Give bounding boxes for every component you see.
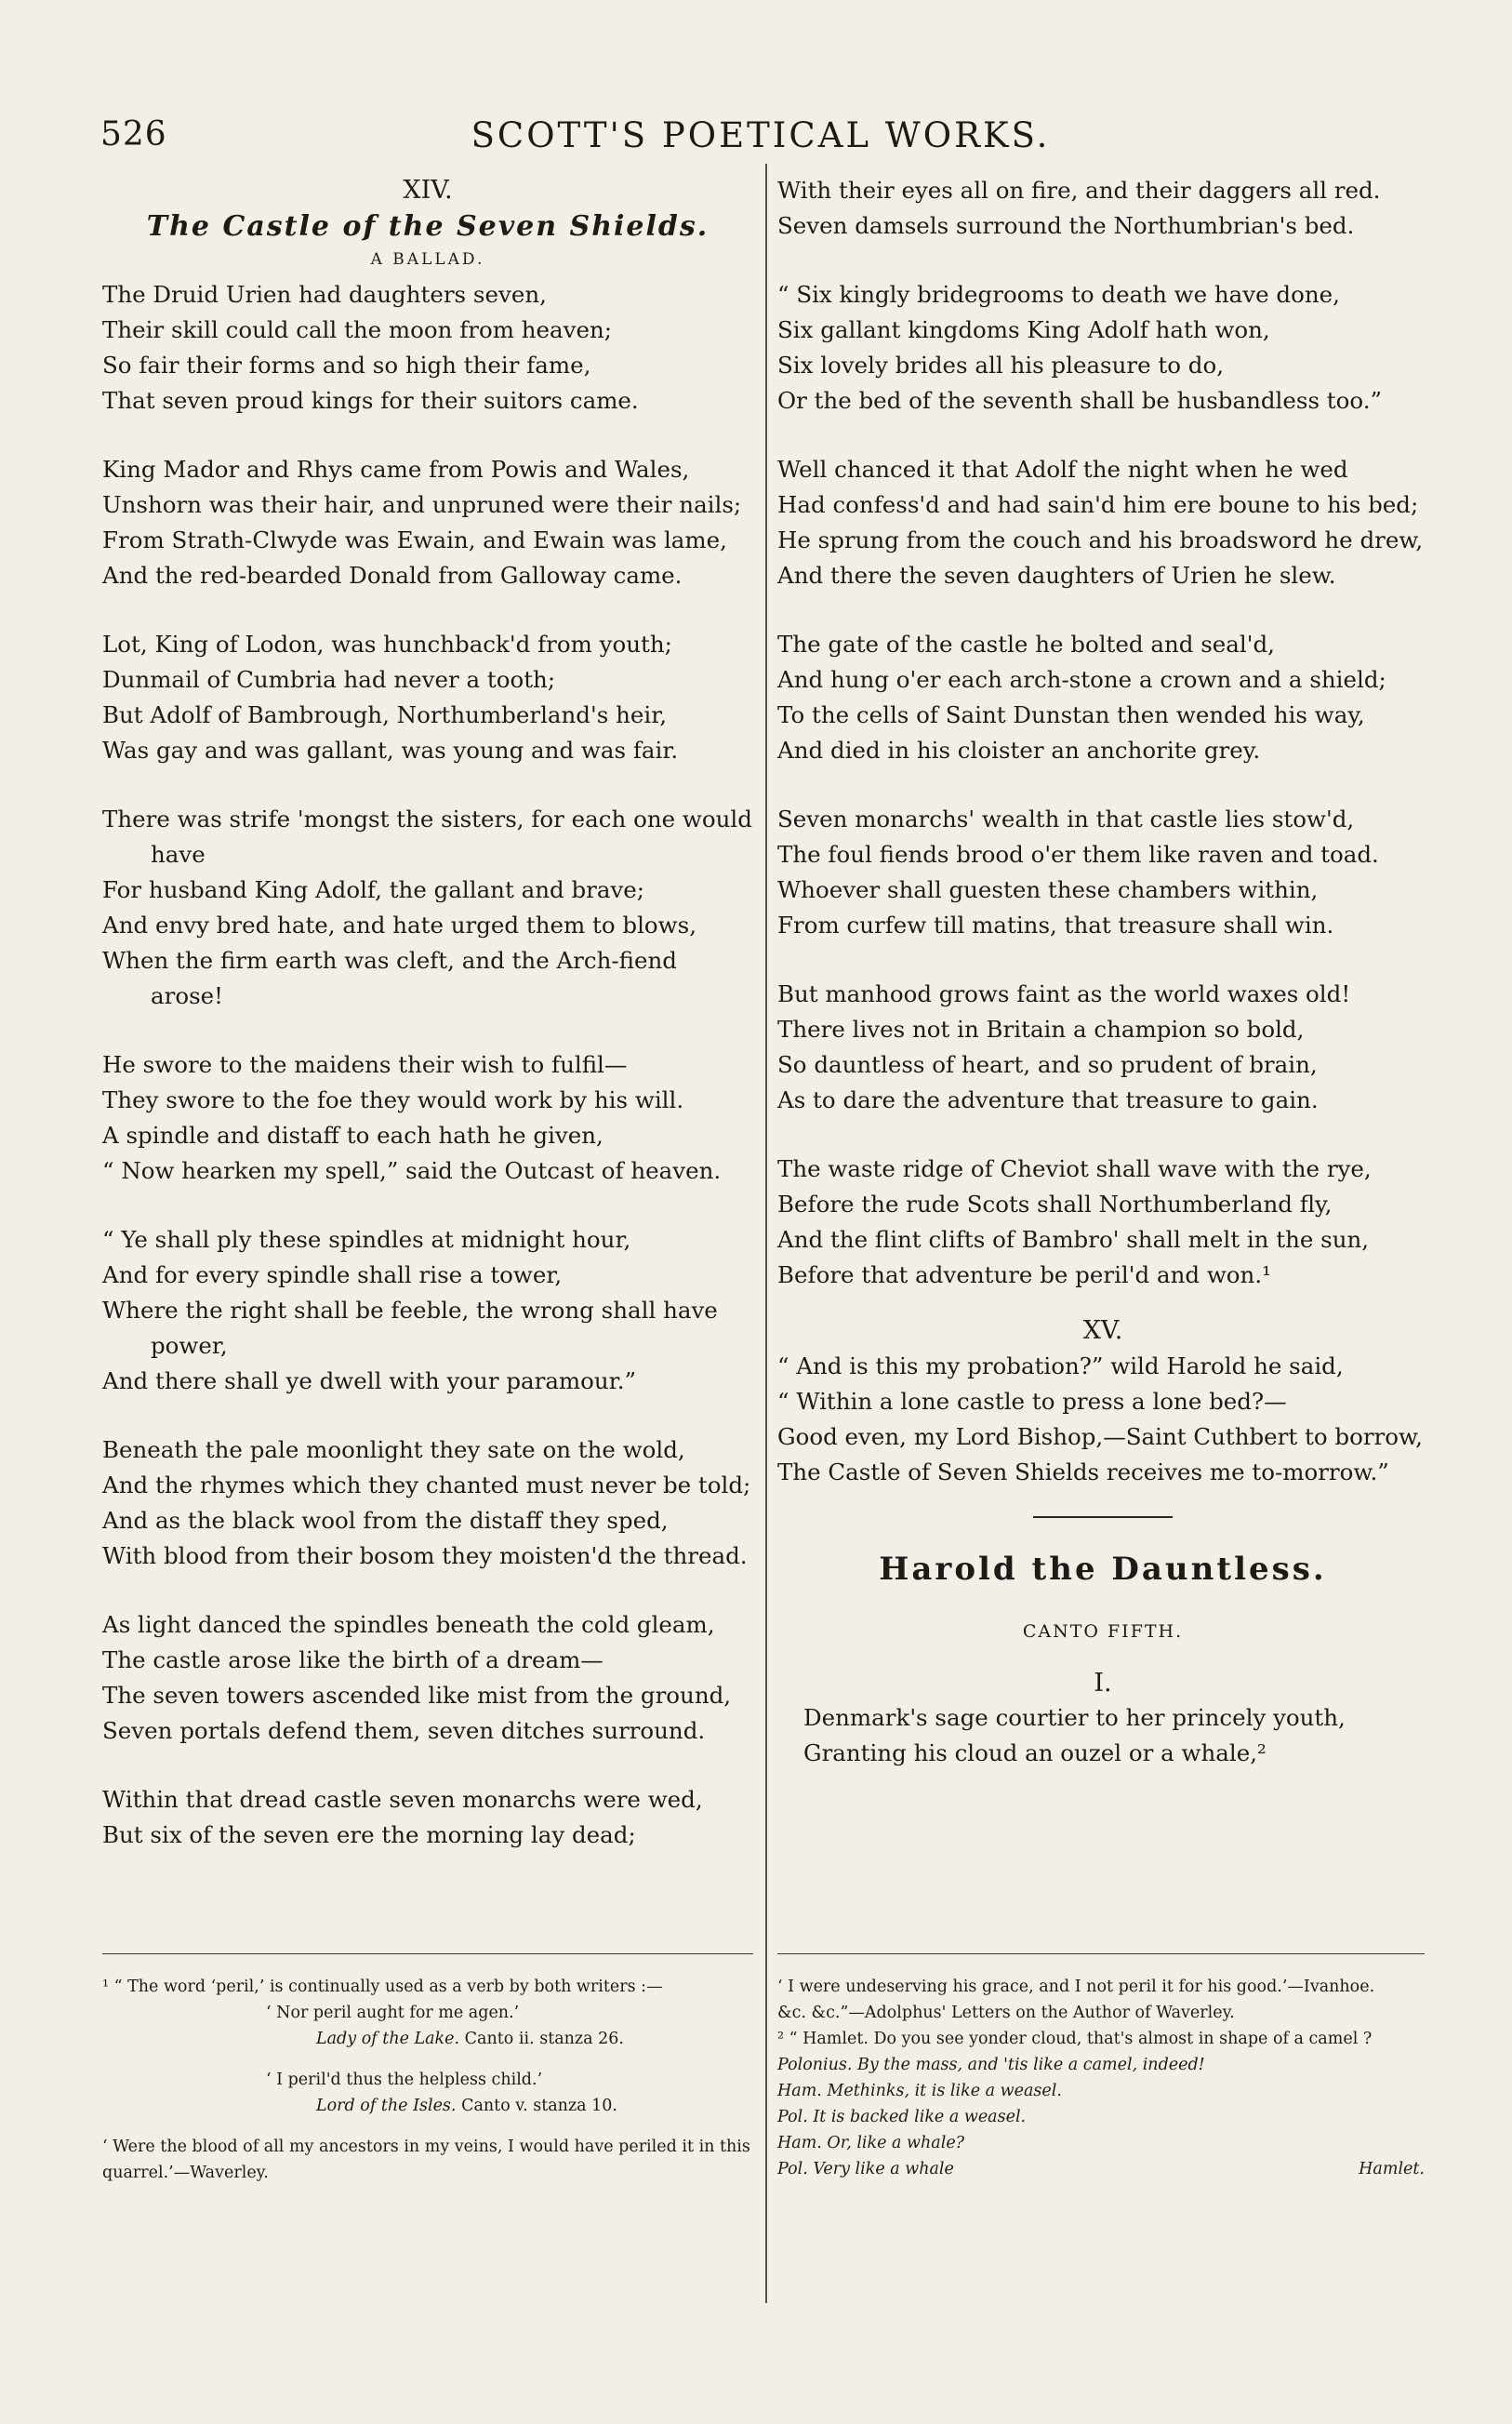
verse-line: And there the seven daughters of Urien he slew. [777, 562, 1336, 589]
verse-line: And as the black wool from the distaff they sped, [102, 1507, 669, 1534]
verse-line: The castle arose like the birth of a dream— [102, 1646, 603, 1673]
stanza [102, 1607, 753, 1749]
verse-line: But manhood grows faint as the world waxes old! [777, 980, 1351, 1007]
footnotes-right [777, 1974, 1425, 2182]
footnote-text: ¹ “ The word ‘peril,’ is continually used as a verb by both writers :— [102, 1978, 663, 1996]
verse-line: And the red-bearded Donald from Galloway came. [102, 562, 683, 589]
verse-line: He sprung from the couch and his broadsword he drew, [777, 526, 1424, 553]
stanza [102, 1432, 753, 1574]
verse-line: Was gay and was gallant, was young and was fair. [102, 737, 679, 764]
stanza [102, 1222, 753, 1399]
verse-line: Whoever shall guesten these chambers within, [777, 876, 1319, 903]
verse-line: So dauntless of heart, and so prudent of brain, [777, 1051, 1318, 1078]
section-rule [1033, 1516, 1173, 1518]
verse-line: With blood from their bosom they moisten'd the thread. [102, 1542, 748, 1569]
verse-line: For husband King Adolf, the gallant and brave; [102, 876, 645, 903]
verse-line: He swore to the maidens their wish to fulfil— [102, 1051, 628, 1078]
stanza [777, 1152, 1428, 1293]
footnote-citation: Lord of the Isles. Canto v. stanza 10. [316, 2097, 617, 2115]
verse-line: Denmark's sage courtier to her princely youth, [803, 1704, 1346, 1731]
stanza [777, 173, 1428, 244]
footnote-dialogue-last: Pol. Very like a whale Hamlet. [777, 2156, 1425, 2182]
footnote-dialogue: Polonius. By the mass, and 'tis like a camel, indeed! [777, 2056, 1205, 2074]
stanza [777, 1700, 1428, 1771]
column-divider [765, 164, 767, 2303]
verse-line: King Mador and Rhys came from Powis and Wales, [102, 456, 690, 483]
verse-line: Seven monarchs' wealth in that castle lies stow'd, [777, 806, 1355, 832]
verse-line: The Druid Urien had daughters seven, [102, 281, 547, 308]
footnote-rule-right [777, 1953, 1425, 1954]
left-column [102, 173, 753, 1886]
stanza [102, 1047, 753, 1189]
verse-line: Beneath the pale moonlight they sate on the wold, [102, 1436, 685, 1463]
verse-line: “ And is this my probation?” wild Harold he said, [777, 1352, 1344, 1379]
verse-line: Their skill could call the moon from heaven; [102, 316, 613, 343]
verse-line: From curfew till matins, that treasure shall win. [777, 912, 1334, 939]
verse-line: Lot, King of Lodon, was hunchback'd from youth; [102, 631, 672, 658]
verse-line: “ Now hearken my spell,” said the Outcast of heaven. [102, 1157, 722, 1184]
canto-heading: CANTO FIFTH. [1022, 1621, 1184, 1642]
footnote-dialogue: Ham. Or, like a whale? [777, 2134, 965, 2152]
verse-line: But six of the seven ere the morning lay dead; [102, 1821, 636, 1848]
verse-line: And envy bred hate, and hate urged them to blows, [102, 912, 697, 939]
footnote-quote: ‘ I peril'd thus the helpless child.’ [266, 2071, 543, 2089]
page-number: 526 [100, 115, 167, 153]
verse-line: And for every spindle shall rise a tower, [102, 1261, 563, 1288]
section-number-i: I. [1094, 1669, 1112, 1698]
verse-line: And the flint clifts of Bambro' shall melt in the sun, [777, 1226, 1370, 1253]
verse-line: Granting his cloud an ouzel or a whale,² [803, 1739, 1267, 1766]
verse-line: There was strife 'mongst the sisters, for each one would have [102, 806, 752, 868]
verse-line: The waste ridge of Cheviot shall wave with the rye, [777, 1155, 1372, 1182]
stanza [102, 452, 753, 593]
verse-line: And hung o'er each arch-stone a crown and a shield; [777, 666, 1386, 693]
verse-line: Before that adventure be peril'd and won.¹ [777, 1261, 1271, 1288]
footnote-text: ‘ Were the blood of all my ancestors in my veins, I would have periled it in this quarrel.’—Waverley. [102, 2138, 750, 2182]
verse-line: Seven portals defend them, seven ditches surround. [102, 1717, 706, 1744]
stanza [102, 802, 753, 1014]
footnote-text: &c. &c.”—Adolphus' Letters on the Author of Waverley. [777, 2004, 1235, 2022]
verse-line: Six gallant kingdoms King Adolf hath won, [777, 316, 1270, 343]
footnote-rule-left [102, 1953, 753, 1954]
verse-line: The seven towers ascended like mist from the ground, [102, 1682, 732, 1709]
verse-line: Before the rude Scots shall Northumberland fly, [777, 1191, 1333, 1218]
page-header [100, 115, 1421, 162]
footnotes-left [102, 1974, 753, 2186]
verse-line: Good even, my Lord Bishop,—Saint Cuthbert to borrow, [777, 1423, 1423, 1450]
section-number: XIV. [403, 176, 453, 205]
verse-line: To the cells of Saint Dunstan then wended his way, [777, 701, 1365, 728]
footnote-citation: Hamlet. [1359, 2160, 1425, 2178]
verse-line: The Castle of Seven Shields receives me to-morrow.” [777, 1458, 1389, 1485]
verse-line: The gate of the castle he bolted and seal'd, [777, 631, 1275, 658]
verse-line: As to dare the adventure that treasure to gain. [777, 1086, 1319, 1113]
verse-line: The foul fiends brood o'er them like raven and toad. [777, 841, 1379, 868]
verse-line: Within that dread castle seven monarchs were wed, [102, 1786, 703, 1813]
section-number-xv: XV. [1082, 1316, 1123, 1345]
verse-line: Six lovely brides all his pleasure to do, [777, 352, 1225, 379]
stanza [102, 627, 753, 768]
verse-line: That seven proud kings for their suitors came. [102, 387, 639, 414]
stanza [777, 1349, 1428, 1490]
running-head: SCOTT'S POETICAL WORKS. [471, 115, 1051, 155]
verse-line: But Adolf of Bambrough, Northumberland's heir, [102, 701, 667, 728]
poem-subtitle: A BALLAD. [370, 250, 485, 269]
stanza [777, 627, 1428, 768]
verse-line: And the rhymes which they chanted must never be told; [102, 1472, 751, 1498]
verse-line: And there shall ye dwell with your paramour.” [102, 1367, 637, 1394]
poem-title-harold: Harold the Dauntless. [879, 1551, 1327, 1588]
verse-line: “ Ye shall ply these spindles at midnight hour, [102, 1226, 631, 1253]
verse-line: Where the right shall be feeble, the wrong shall have power, [102, 1297, 718, 1359]
footnote-citation: Lady of the Lake. Canto ii. stanza 26. [316, 2030, 624, 2048]
verse-line: With their eyes all on fire, and their daggers all red. [777, 177, 1381, 204]
footnote-dialogue: Pol. It is backed like a weasel. [777, 2108, 1027, 2126]
stanza [777, 977, 1428, 1118]
verse-line: And died in his cloister an anchorite grey. [777, 737, 1261, 764]
stanza [777, 452, 1428, 593]
stanza [777, 802, 1428, 943]
stanza [102, 1782, 753, 1853]
verse-line: Seven damsels surround the Northumbrian's bed. [777, 212, 1355, 239]
right-column [777, 173, 1428, 1805]
verse-line: “ Within a lone castle to press a lone bed?— [777, 1388, 1287, 1415]
poem-title: The Castle of the Seven Shields. [146, 210, 710, 243]
verse-line: When the firm earth was cleft, and the Arch-fiend arose! [102, 947, 677, 1009]
footnote-quote: ‘ Nor peril aught for me agen.’ [266, 2004, 520, 2022]
verse-line: So fair their forms and so high their fame, [102, 352, 591, 379]
verse-line: Had confess'd and had sain'd him ere boune to his bed; [777, 491, 1419, 518]
stanza [102, 277, 753, 419]
footnote-text: ² “ Hamlet. Do you see yonder cloud, that's almost in shape of a camel ? [777, 2030, 1373, 2048]
verse-line: Well chanced it that Adolf the night when he wed [777, 456, 1348, 483]
verse-line: “ Six kingly bridegrooms to death we have done, [777, 281, 1340, 308]
verse-line: Dunmail of Cumbria had never a tooth; [102, 666, 556, 693]
verse-line: From Strath-Clwyde was Ewain, and Ewain was lame, [102, 526, 727, 553]
footnote-dialogue: Ham. Methinks, it is like a weasel. [777, 2082, 1062, 2100]
footnote-text: ‘ I were undeserving his grace, and I not peril it for his good.’—Ivanhoe. [777, 1978, 1375, 1996]
verse-line: There lives not in Britain a champion so bold, [777, 1016, 1305, 1043]
verse-line: They swore to the foe they would work by his will. [102, 1086, 684, 1113]
verse-line: Or the bed of the seventh shall be husbandless too.” [777, 387, 1383, 414]
stanza [777, 277, 1428, 419]
verse-line: A spindle and distaff to each hath he given, [102, 1122, 603, 1149]
verse-line: As light danced the spindles beneath the cold gleam, [102, 1611, 715, 1638]
verse-line: Unshorn was their hair, and unpruned were their nails; [102, 491, 742, 518]
